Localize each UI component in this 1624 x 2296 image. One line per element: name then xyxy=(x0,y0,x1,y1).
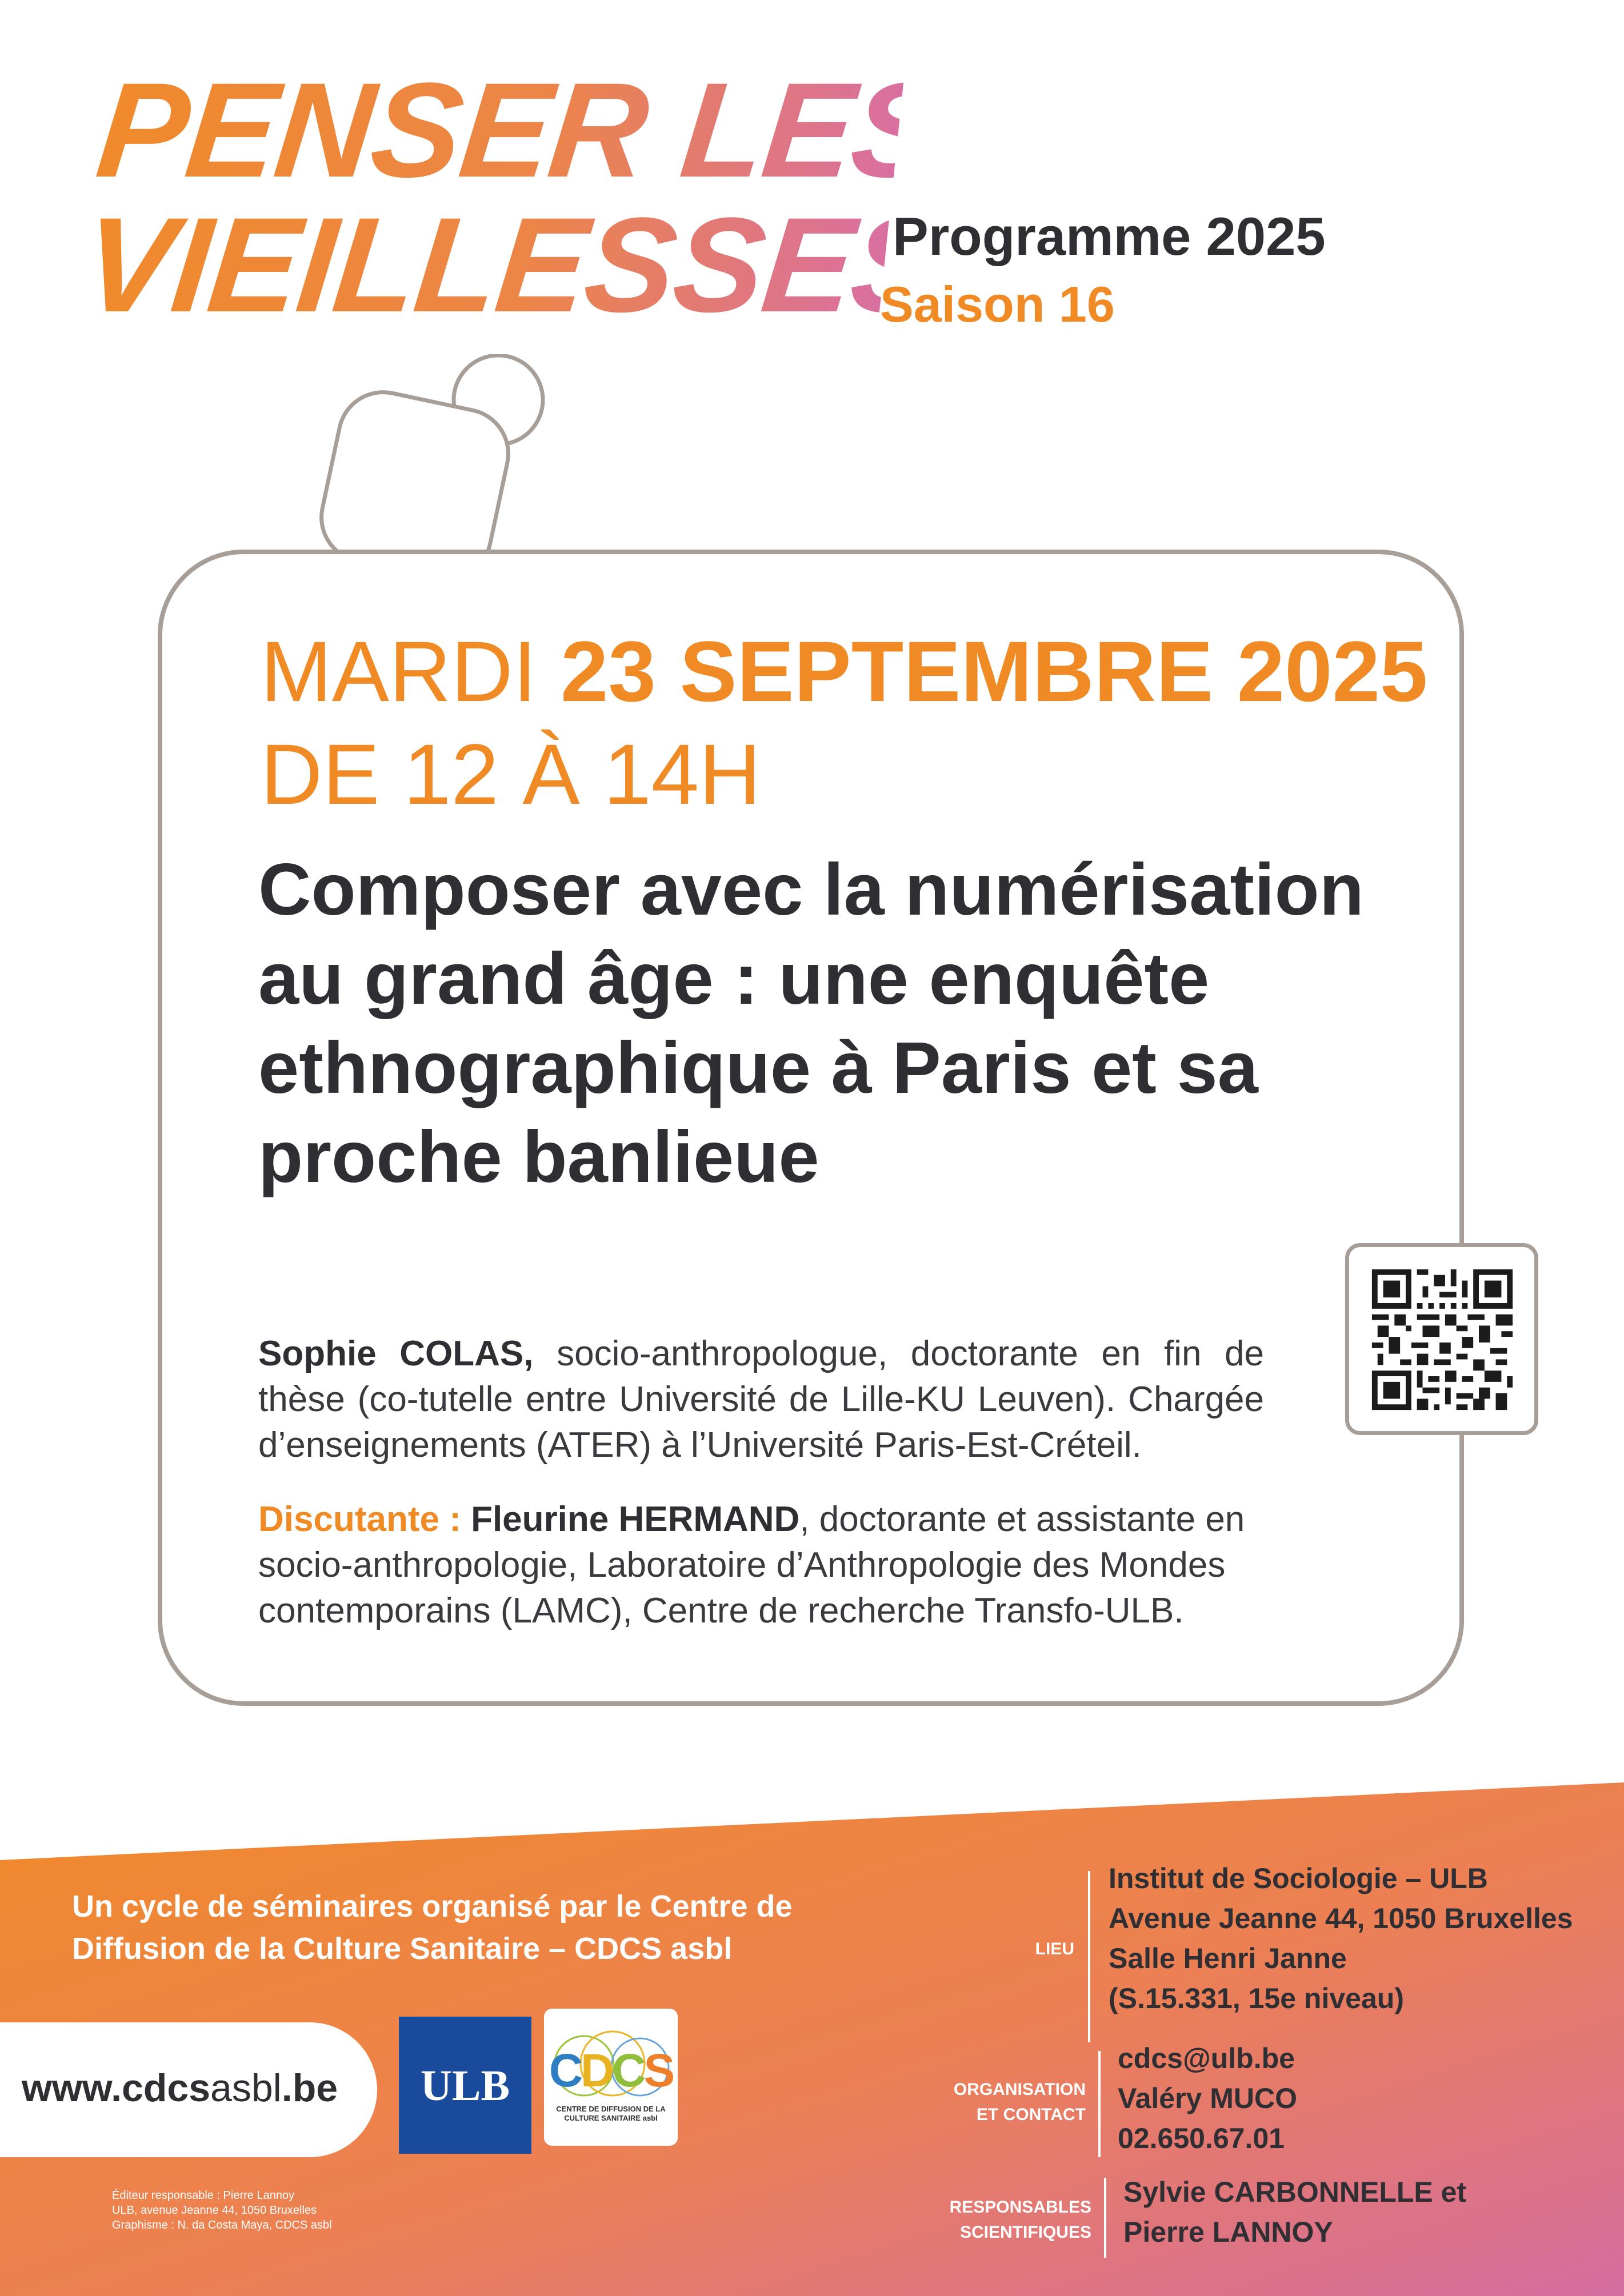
cycle-line: Un cycle de séminaires organisé par le Centre de xyxy=(72,1889,793,1924)
discussant-description: , doctorante et assistante en socio-anthropologie, Laboratoire d’Anthropologie des Mondes contemporains (LAMC), Centre de recherche Transfo-ULB. xyxy=(258,1500,1245,1630)
event-date xyxy=(261,623,1427,720)
organisation-divider xyxy=(1098,2051,1101,2157)
season-label: Saison 16 xyxy=(880,276,1115,332)
cdcs-logo: CDCS CENTRE DE DIFFUSION DE LA CULTURE SANITAIRE asbl xyxy=(544,2009,678,2146)
website-link[interactable]: www.cdcsasbl.be xyxy=(22,2066,338,2110)
contact-phone[interactable]: 02.650.67.01 xyxy=(1118,2122,1285,2154)
speaker-info xyxy=(258,1331,1264,1468)
event-day: MARDI xyxy=(261,623,537,719)
qr-code[interactable] xyxy=(1345,1243,1538,1435)
series-title-line-1: PENSER LES xyxy=(90,55,950,206)
talk-title-line: au grand âge : une enquête xyxy=(258,938,1210,1020)
cycle-description xyxy=(72,1885,793,1970)
contact-email[interactable]: cdcs@ulb.be xyxy=(1118,2042,1295,2074)
event-date-value: 23 SEPTEMBRE 2025 xyxy=(561,623,1428,719)
discussant-label: Discutante : xyxy=(258,1500,461,1539)
responsables-divider xyxy=(1104,2178,1106,2258)
qr-code-icon xyxy=(1349,1247,1535,1432)
lieu-label: LIEU xyxy=(1035,1940,1074,1958)
speaker-description: socio-anthropologue, doctorante en fin de thèse (co-tutelle entre Université de Lille-KU Leuven). Chargée d’enseignements (ATER) à l’Université Paris-Est-Créteil. xyxy=(258,1334,1264,1465)
editor-credits: Éditeur responsable : Pierre Lannoy ULB, avenue Jeanne 44, 1050 Bruxelles Graphisme : N. da Costa Maya, CDCS asbl xyxy=(112,2189,332,2231)
talk-title-line: proche banlieue xyxy=(258,1116,819,1198)
cdcs-logo-subtitle: CENTRE DE DIFFUSION DE LA CULTURE SANITAIRE asbl xyxy=(556,2105,666,2122)
organisation-label: ORGANISATION ET CONTACT xyxy=(953,2080,1086,2124)
responsables-names: Sylvie CARBONNELLE et Pierre LANNOY xyxy=(1123,2176,1467,2248)
lieu-divider xyxy=(1088,1871,1090,2042)
talk-title-line: Composer avec la numérisation xyxy=(258,849,1364,931)
ulb-logo: ULB xyxy=(399,2017,531,2154)
talk-title xyxy=(258,846,1401,1202)
contact-name: Valéry MUCO xyxy=(1118,2082,1298,2114)
series-title-line-2: VIEILLESSES xyxy=(76,190,949,340)
cycle-line: Diffusion de la Culture Sanitaire – CDCS asbl xyxy=(72,1932,733,1966)
discussant-name: Fleurine HERMAND xyxy=(471,1500,800,1539)
lieu-address: Institut de Sociologie – ULB Avenue Jeanne 44, 1050 Bruxelles Salle Henri Janne (S.15.331, 15e niveau) xyxy=(1109,1862,1573,2014)
speaker-name: Sophie COLAS, xyxy=(258,1334,534,1373)
programme-label: Programme 2025 xyxy=(893,206,1326,266)
talk-title-line: ethnographique à Paris et sa xyxy=(258,1027,1258,1109)
responsables-label: RESPONSABLES SCIENTIFIQUES xyxy=(949,2198,1091,2242)
event-time: DE 12 À 14H xyxy=(261,726,761,822)
organisation-contact xyxy=(1118,2038,1297,2158)
discussant-info xyxy=(258,1497,1264,1634)
series-title xyxy=(76,55,950,340)
